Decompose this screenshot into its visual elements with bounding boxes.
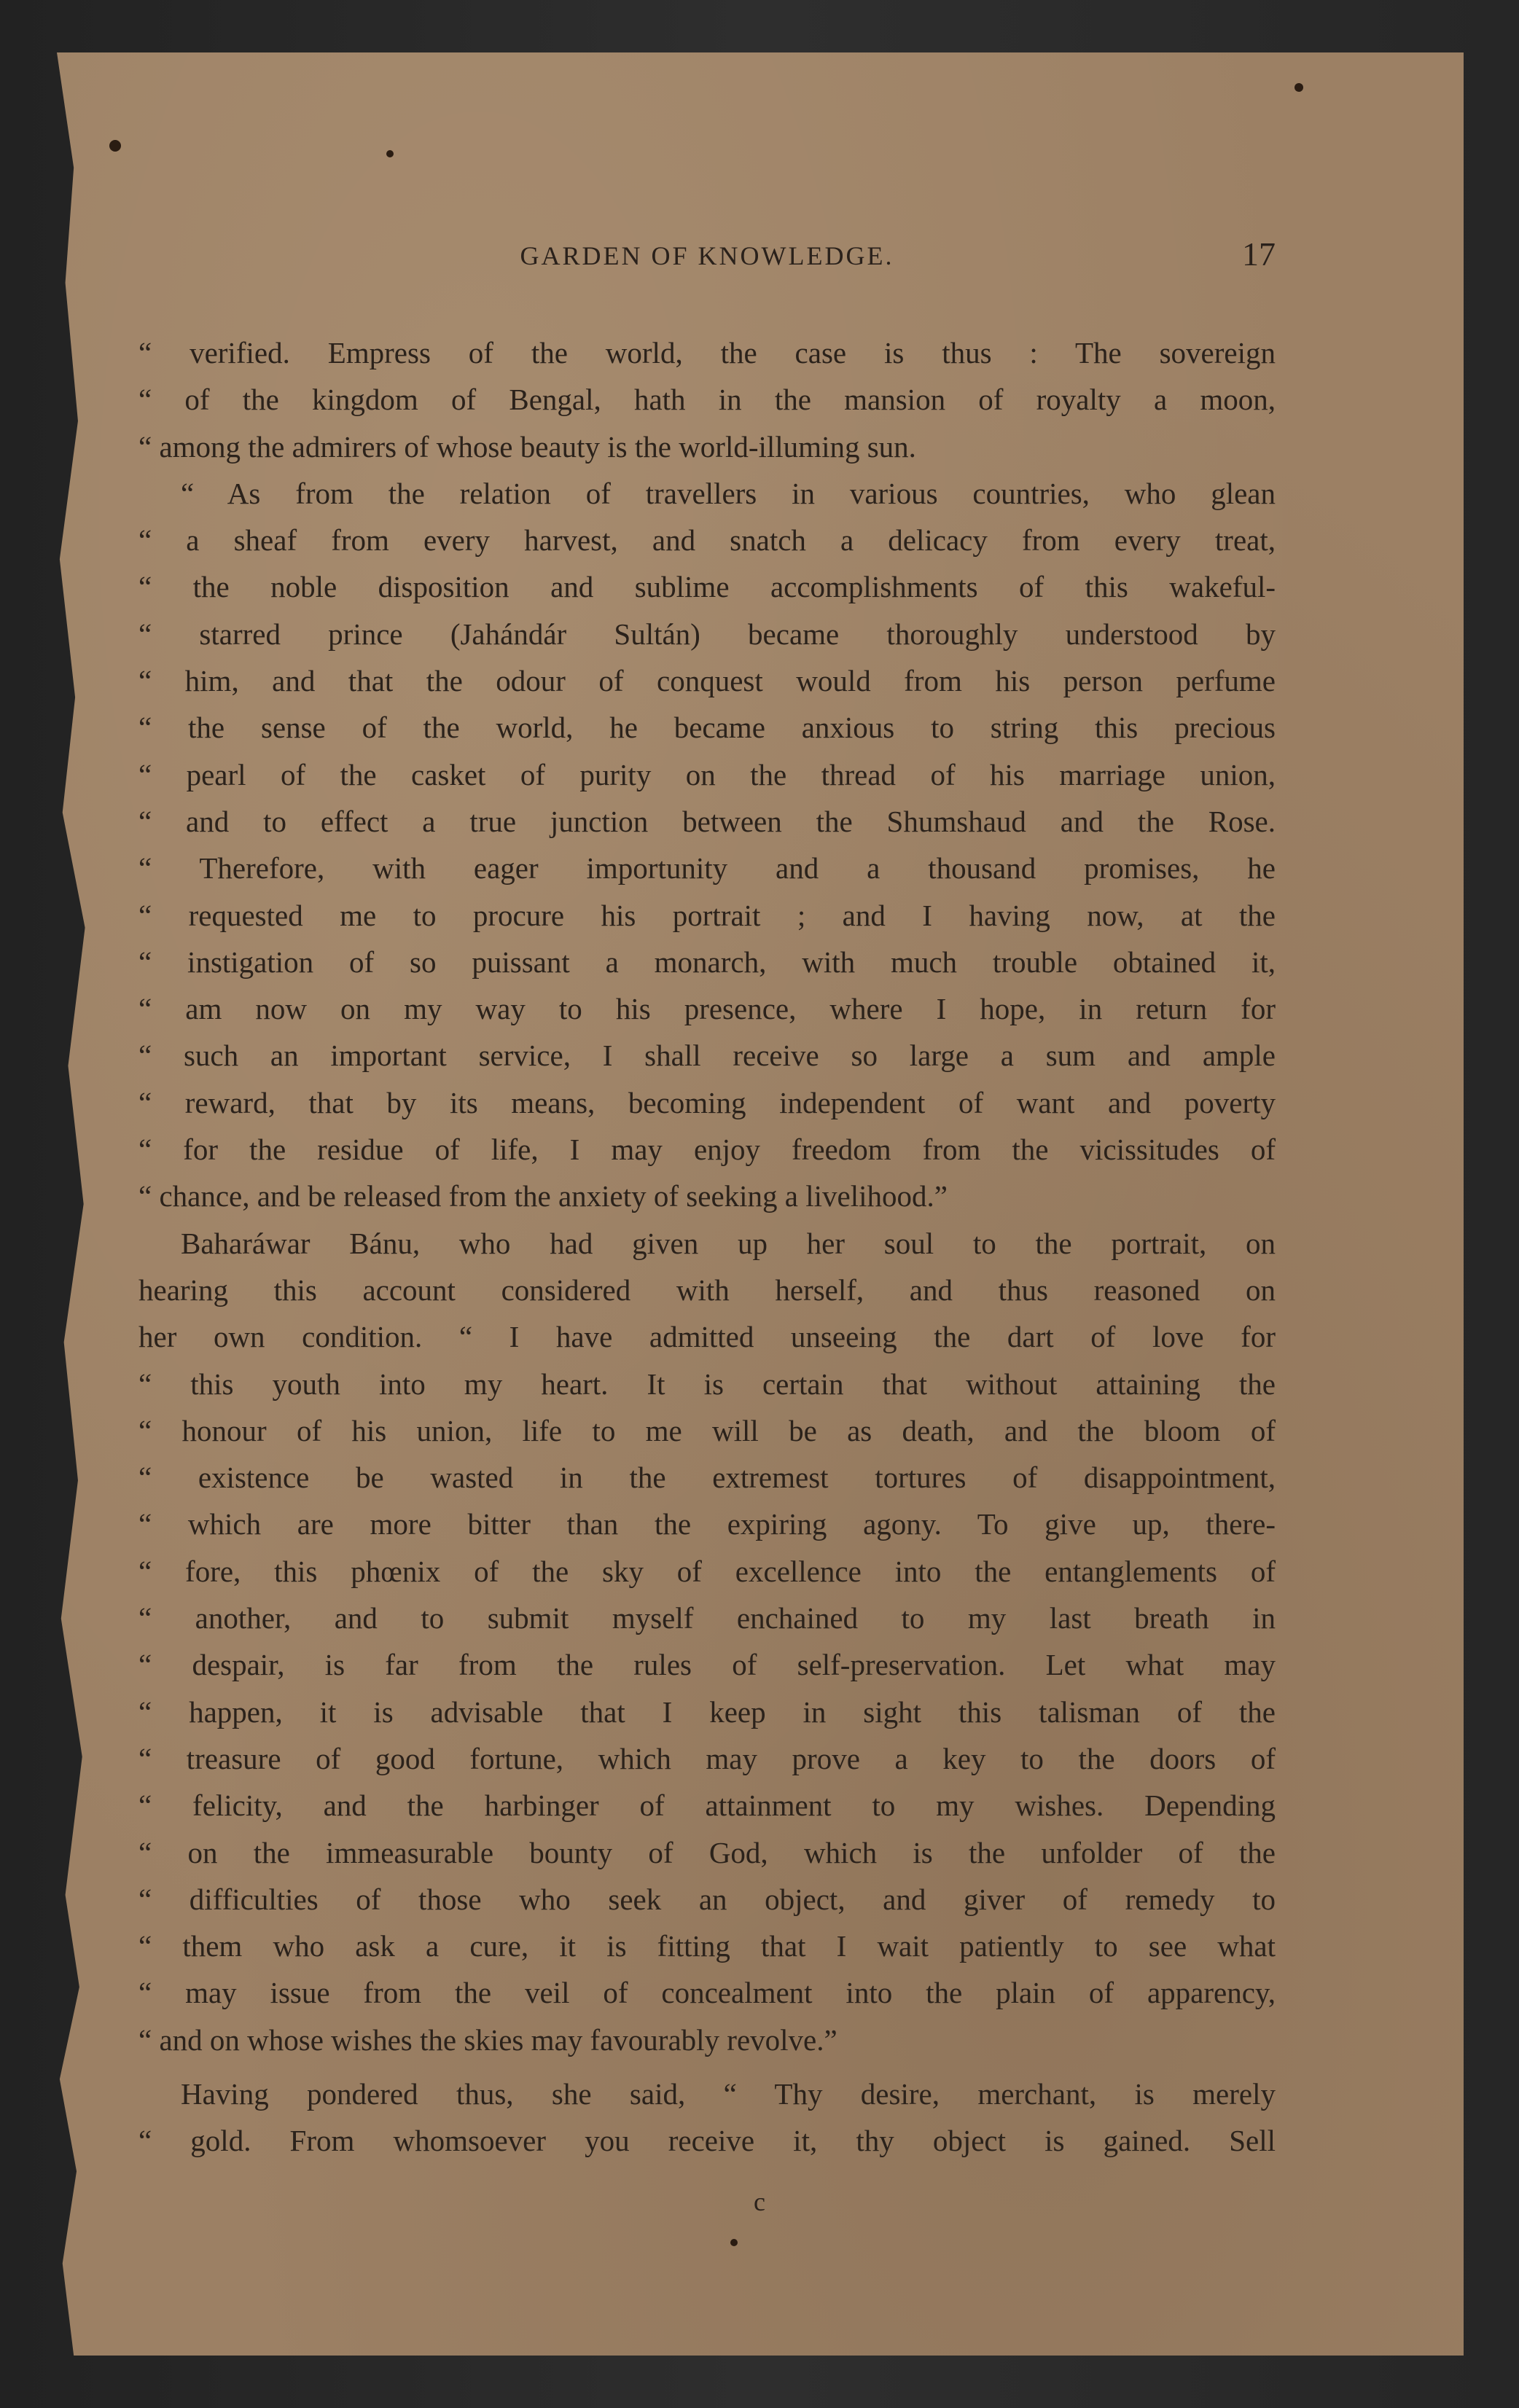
text-line: “ pearl of the casket of purity on the thread of his marriage union, — [138, 757, 1276, 791]
text-line: “ am now on my way to his presence, where I hope, in return for — [138, 992, 1276, 1026]
ink-spot — [730, 2239, 738, 2246]
text-line: “ existence be wasted in the extremest tortures of disappointment, — [138, 1461, 1276, 1495]
text-line: “ for the residue of life, I may enjoy freedom from the vicissitudes of — [138, 1133, 1276, 1167]
text-line: “ such an important service, I shall receive so large a sum and ample — [138, 1039, 1276, 1073]
page-number: 17 — [1242, 235, 1276, 273]
text-line: “ of the kingdom of Bengal, hath in the mansion of royalty a moon, — [138, 383, 1276, 417]
text-line: Having pondered thus, she said, “ Thy desire, merchant, is merely — [181, 2076, 1276, 2111]
text-line: “ instigation of so puissant a monarch, with much trouble obtained it, — [138, 945, 1276, 979]
text-line: “ him, and that the odour of conquest would from his person perfume — [138, 664, 1276, 698]
text-line: “ felicity, and the harbinger of attainment to my wishes. Depending — [138, 1789, 1276, 1823]
text-line: “ fore, this phœnix of the sky of excellence into the entanglements of — [138, 1554, 1276, 1588]
text-line: “ reward, that by its means, becoming independent of want and poverty — [138, 1085, 1276, 1119]
running-title: GARDEN OF KNOWLEDGE. — [520, 241, 894, 270]
text-line: Baharáwar Bánu, who had given up her soul to the portrait, on — [181, 1226, 1276, 1260]
text-line: “ and to effect a true junction between the Shumshaud and the Rose. — [138, 804, 1276, 838]
ink-spot — [1295, 83, 1303, 92]
text-line: “ honour of his union, life to me will be as death, and the bloom of — [138, 1413, 1276, 1447]
ink-spot — [109, 140, 121, 152]
text-line: “ may issue from the veil of concealment into the plain of apparency, — [138, 1976, 1276, 2010]
text-line: “ difficulties of those who seek an object, and giver of remedy to — [138, 1882, 1276, 1916]
page-header — [138, 235, 1276, 284]
ink-spot — [386, 150, 394, 157]
text-line: “ verified. Empress of the world, the case is thus : The sovereign — [138, 336, 1276, 370]
signature-mark: c — [754, 2187, 765, 2216]
text-line: “ which are more bitter than the expiring agony. To give up, there- — [138, 1507, 1276, 1541]
text-line: “ despair, is far from the rules of self-preservation. Let what may — [138, 1648, 1276, 1682]
text-line: hearing this account considered with herself, and thus reasoned on — [138, 1273, 1276, 1307]
text-line: “ chance, and be released from the anxiety of seeking a livelihood.” — [138, 1179, 948, 1213]
text-line: “ requested me to procure his portrait ; and I having now, at the — [138, 898, 1276, 932]
text-line: “ As from the relation of travellers in various countries, who glean — [181, 476, 1276, 510]
text-line: “ on the immeasurable bounty of God, which is the unfolder of the — [138, 1835, 1276, 1869]
text-line: “ another, and to submit myself enchained to my last breath in — [138, 1601, 1276, 1635]
body-text — [138, 329, 1276, 2165]
text-line: “ the noble disposition and sublime accomplishments of this wakeful- — [138, 570, 1276, 604]
text-line: “ the sense of the world, he became anxious to string this precious — [138, 711, 1276, 745]
text-line: “ them who ask a cure, it is fitting that I wait patiently to see what — [138, 1929, 1276, 1963]
text-line: “ starred prince (Jahándár Sultán) became thoroughly understood by — [138, 617, 1276, 651]
text-line: “ Therefore, with eager importunity and a thousand promises, he — [138, 851, 1276, 886]
text-line: “ happen, it is advisable that I keep in sight this talisman of the — [138, 1694, 1276, 1729]
text-line: “ gold. From whomsoever you receive it, thy object is gained. Sell — [138, 2124, 1276, 2158]
text-line: “ a sheaf from every harvest, and snatch a delicacy from every treat, — [138, 523, 1276, 558]
text-line: “ among the admirers of whose beauty is the world-illuming sun. — [138, 429, 916, 464]
text-line: “ this youth into my heart. It is certain that without attaining the — [138, 1367, 1276, 1401]
text-line: “ treasure of good fortune, which may prove a key to the doors of — [138, 1741, 1276, 1775]
text-line: “ and on whose wishes the skies may favourably revolve.” — [138, 2022, 837, 2057]
text-line: her own condition. “ I have admitted unseeing the dart of love for — [138, 1320, 1276, 1354]
